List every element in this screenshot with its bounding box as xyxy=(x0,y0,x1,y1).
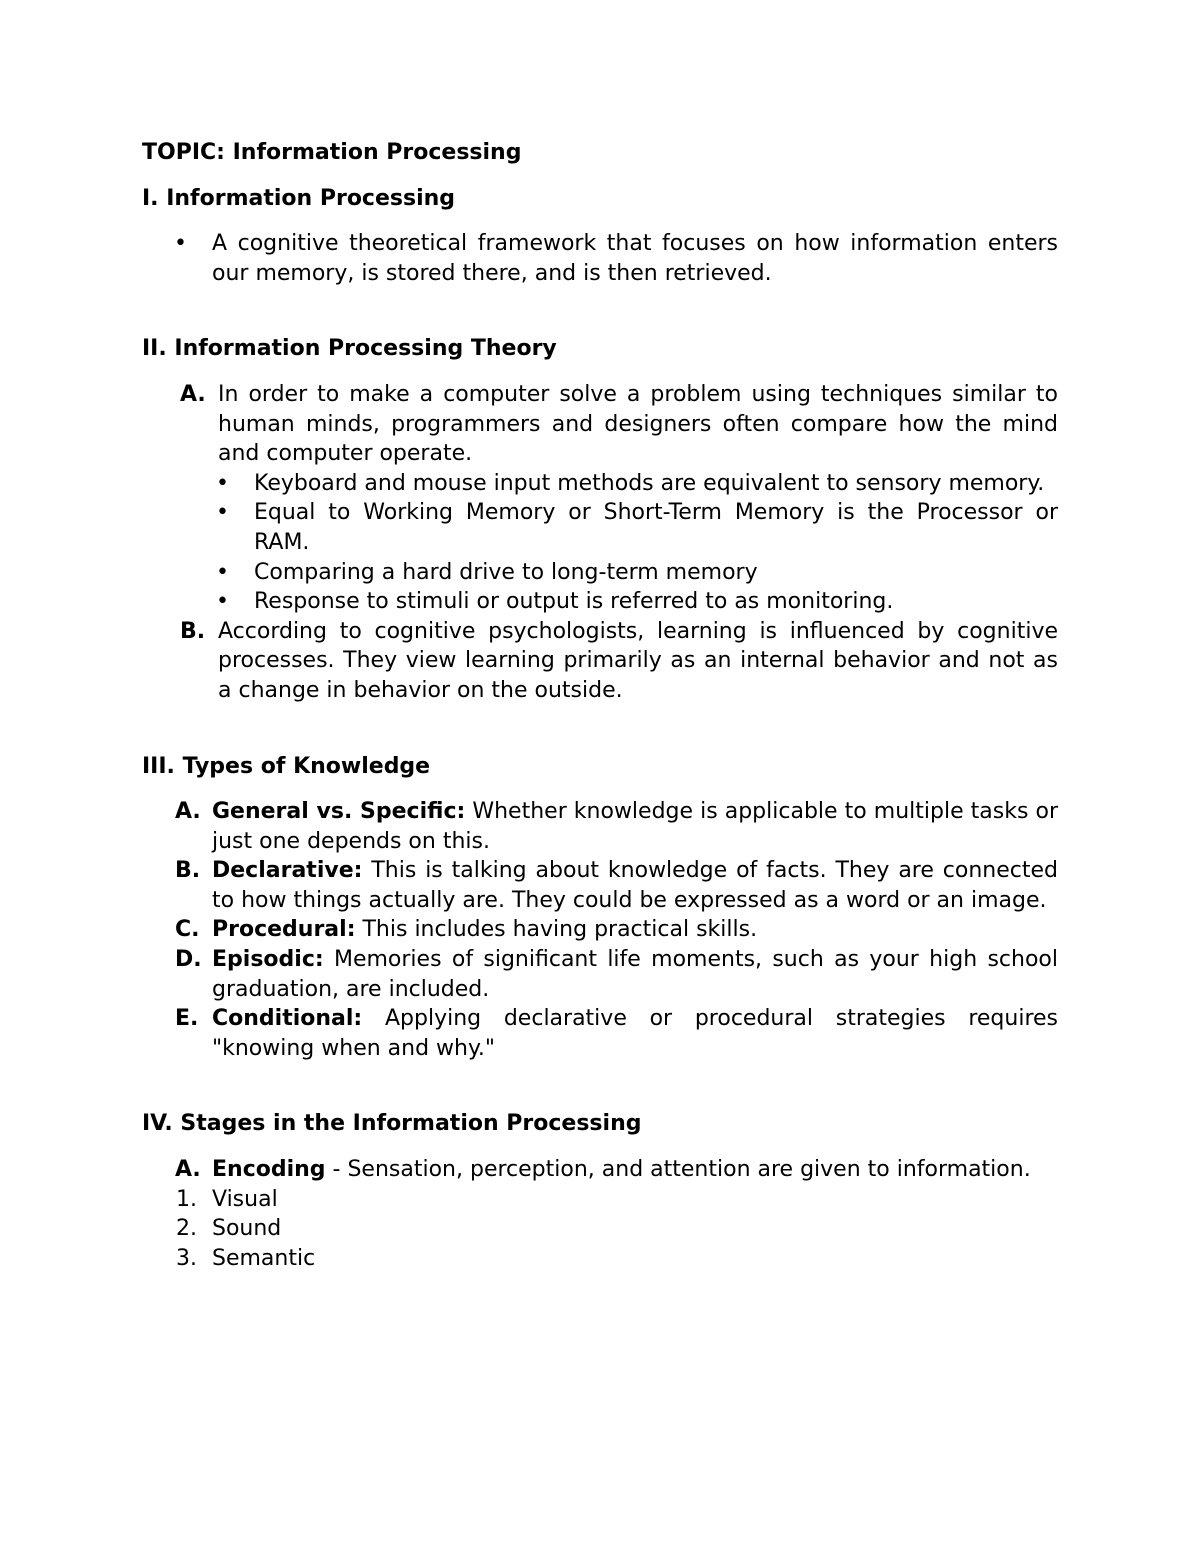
list-item xyxy=(142,1214,1058,1244)
section-title: IV. Stages in the Information Processing xyxy=(142,1111,642,1137)
bullet-icon: • xyxy=(216,470,229,496)
list-item-text: Sound xyxy=(212,1216,282,1242)
numbered-list xyxy=(142,1185,1058,1274)
bullet-text: A cognitive theoretical framework that focuses on how information enters our memory, is stored there, and is then retrieved. xyxy=(212,231,1058,286)
list-item xyxy=(142,587,1058,617)
document-page xyxy=(142,138,1058,1273)
section-information-processing-theory xyxy=(142,334,1058,705)
bullet-icon: • xyxy=(216,559,229,585)
list-marker: A. xyxy=(175,1157,201,1183)
term-label: Conditional: xyxy=(212,1006,363,1032)
list-item xyxy=(142,856,1058,915)
list-marker: 3. xyxy=(176,1245,197,1271)
list-item-text: - Sensation, perception, and attention are given to information. xyxy=(325,1157,1031,1183)
list-item-text: Semantic xyxy=(212,1245,316,1271)
term-label: Declarative: xyxy=(212,858,363,884)
list-item-text: Memories of significant life moments, such as your high school graduation, are included. xyxy=(212,947,1058,1002)
section-title: II. Information Processing Theory xyxy=(142,336,557,362)
bullet-text: Response to stimuli or output is referred to as monitoring. xyxy=(254,589,894,615)
term-label: Procedural: xyxy=(212,917,356,943)
list-marker: B. xyxy=(180,618,206,644)
term-label: Encoding xyxy=(212,1157,326,1183)
sub-list-container xyxy=(142,469,1058,617)
bullet-icon: • xyxy=(174,231,187,257)
lettered-list xyxy=(142,797,1058,1063)
list-marker: A. xyxy=(180,381,206,407)
bullet-icon: • xyxy=(216,589,229,615)
list-marker: 1. xyxy=(176,1186,197,1212)
bullet-text: Equal to Working Memory or Short-Term Memory is the Processor or RAM. xyxy=(254,500,1058,555)
bullet-list xyxy=(142,229,1058,288)
section-information-processing xyxy=(142,184,1058,289)
section-stages xyxy=(142,1109,1058,1273)
section-types-of-knowledge xyxy=(142,752,1058,1064)
list-item xyxy=(142,558,1058,588)
lettered-list xyxy=(142,380,1058,706)
list-item xyxy=(142,1244,1058,1274)
list-item xyxy=(142,1155,1058,1185)
bullet-text: Keyboard and mouse input methods are equivalent to sensory memory. xyxy=(254,470,1045,496)
list-marker: E. xyxy=(175,1006,199,1032)
list-item xyxy=(142,1004,1058,1063)
list-item xyxy=(142,945,1058,1004)
list-item-text: This is talking about knowledge of facts. They are connected to how things actually are. They could be expressed as a word or an image. xyxy=(212,858,1058,913)
term-label: General vs. Specific: xyxy=(212,799,466,825)
topic-heading: TOPIC: Information Processing xyxy=(142,140,522,165)
list-item-text: According to cognitive psychologists, learning is influenced by cognitive processes. They view learning primarily as an internal behavior and not as a change in behavior on the outside. xyxy=(218,618,1058,703)
sub-bullet-list xyxy=(142,469,1058,617)
list-item-text: Whether knowledge is applicable to multiple tasks or just one depends on this. xyxy=(212,799,1058,854)
list-item xyxy=(142,915,1058,945)
list-marker: A. xyxy=(175,799,201,825)
list-item-text: Applying declarative or procedural strategies requires "knowing when and why." xyxy=(212,1006,1058,1061)
list-item-text: In order to make a computer solve a problem using techniques similar to human minds, programmers and designers often compare how the mind and computer operate. xyxy=(218,381,1058,467)
list-item-text: Visual xyxy=(212,1186,278,1212)
list-marker: C. xyxy=(175,917,200,943)
bullet-text: Comparing a hard drive to long-term memory xyxy=(254,559,758,585)
list-marker: B. xyxy=(175,858,201,884)
list-item xyxy=(142,797,1058,856)
list-item xyxy=(142,380,1058,469)
list-item xyxy=(142,498,1058,557)
list-marker: D. xyxy=(175,947,202,973)
list-marker: 2. xyxy=(176,1216,197,1242)
section-title: I. Information Processing xyxy=(142,185,456,211)
lettered-list xyxy=(142,1155,1058,1185)
list-item xyxy=(142,1185,1058,1215)
list-item-text: This includes having practical skills. xyxy=(355,917,758,943)
term-label: Episodic: xyxy=(212,947,324,973)
list-item xyxy=(142,617,1058,706)
section-title: III. Types of Knowledge xyxy=(142,753,431,779)
list-item xyxy=(142,469,1058,499)
bullet-icon: • xyxy=(216,500,229,526)
list-item xyxy=(142,229,1058,288)
